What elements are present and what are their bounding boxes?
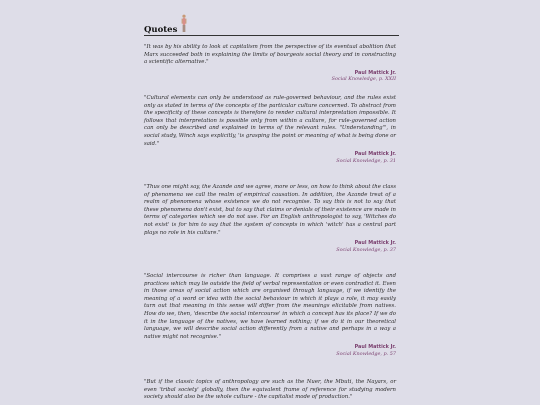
standing-figure-icon — [180, 14, 188, 34]
quote-text: "Social intercourse is richer than language. It comprises a vast range of objects and practices which may lie outside the field of verbal representation or even contradict it. Even in those areas of social action which are organised through language, if we identify the meaning of a word or idea with the social behaviour in which it plays a role, it may easily turn out that meaning in this sense will differ from the meanings elicitable from natives. How do we, then, 'describe the social intercourse' in which a concept has its place? If we do it in the language of the natives, we have learned nothing; if we do it in our theoretical language, we will describe social action differently from a native and perhaps in a way a native might not recognise." — [144, 273, 396, 340]
quote-author: Paul Mattick Jr. — [354, 344, 396, 351]
quote-attribution — [144, 344, 396, 357]
quote-source: Social Knowledge, p. 31 — [336, 157, 396, 164]
quote-attribution — [144, 151, 396, 164]
quote-block — [144, 95, 396, 164]
quote-text: "Cultural elements can only be understood as rule-governed behaviour, and the rules exist only as stated in terms of the concepts of the particular culture concerned. To abstract from the specificity of these concepts is therefore to render cultural interpretation impossible. It follows that interpretation is possible only from within a culture, for rule-governed action can only be described and explained in terms of the relevant rules. "Understanding"', in social study, Winch says explicitly, 'is grasping the point or meaning of what is being done or said." — [144, 95, 396, 147]
quote-source: Social Knowledge, p. XXII — [331, 76, 396, 83]
quote-block — [144, 273, 396, 357]
quote-source: Social Knowledge, p. 37 — [336, 246, 396, 253]
quote-block — [144, 184, 396, 253]
quote-attribution — [144, 240, 396, 253]
quote-block — [144, 379, 396, 402]
quote-text: "Thus one might say, the Azande and we agree, more or less, on how to think about the class of phenomena we call the realm of empirical causation. In addition, the Azande treat of a realm of phenomena whose existence we do not recognise. To say this is not to say that these phenomena don't exist, but to say that claims or denials of their existence are made in terms of categories which we do not use. For an English anthropologist to say, 'Witches do not exist' is for him to say that the system of concepts in which 'witch' has a central part plays no role in his culture." — [144, 184, 396, 236]
quote-source: Social Knowledge, p. 57 — [336, 350, 396, 357]
header-divider — [144, 35, 399, 36]
page-header — [144, 12, 399, 36]
quote-author: Paul Mattick Jr. — [354, 69, 396, 76]
quote-text: "But if the classic topics of anthropology are such as the Nuer, the Mbuti, the Nayars, or even 'tribal society' globally, then the equivalent frame of reference for studying modern society should also be the whole culture - the capitalist mode of production." — [144, 379, 396, 401]
quote-text: "It was by his ability to look at capitalism from the perspective of its eventual abolition that Marx succeeded both in explaining the limits of bourgeois social theory and in constructing a scientific alternative." — [144, 44, 396, 66]
quote-author: Paul Mattick Jr. — [354, 240, 396, 247]
quote-attribution — [144, 70, 396, 83]
quote-block — [144, 44, 396, 83]
quote-author: Paul Mattick Jr. — [354, 151, 396, 158]
page-title: Quotes — [144, 25, 178, 35]
content-column — [139, 0, 402, 405]
